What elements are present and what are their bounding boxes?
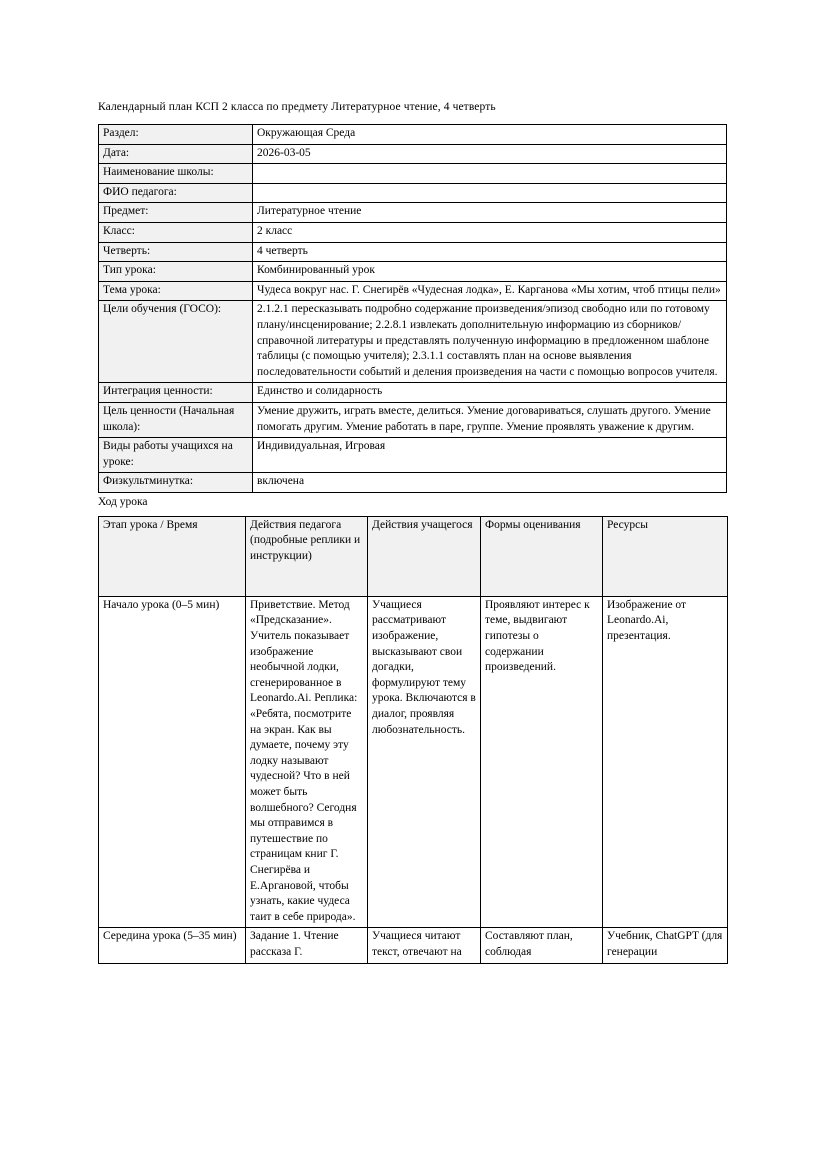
info-row-value: Чудеса вокруг нас. Г. Снегирёв «Чудесная лодка», Е. Карганова «Мы хотим, чтоб птицы пели» — [253, 281, 727, 301]
info-row-value: включена — [253, 473, 727, 493]
lesson-flow-body — [99, 596, 728, 963]
assessment-cell: Проявляют интерес к теме, выдвигают гипотезы о содержании произведений. — [481, 596, 603, 927]
table-row — [99, 596, 728, 927]
column-header: Формы оценивания — [481, 516, 603, 596]
column-header: Действия педагога (подробные реплики и инструкции) — [246, 516, 368, 596]
lesson-flow-caption: Ход урока — [98, 495, 148, 508]
info-row-label: Дата: — [99, 144, 253, 164]
info-row-label: Тип урока: — [99, 262, 253, 282]
lesson-info-body — [99, 125, 727, 493]
table-row — [99, 281, 727, 301]
info-row-label: Предмет: — [99, 203, 253, 223]
column-header: Этап урока / Время — [99, 516, 246, 596]
table-row — [99, 928, 728, 963]
info-row-value: Индивидуальная, Игровая — [253, 438, 727, 473]
table-row — [99, 438, 727, 473]
info-row-label: Цель ценности (Начальная школа): — [99, 402, 253, 437]
column-header: Ресурсы — [603, 516, 728, 596]
teacher-actions-cell: Задание 1. Чтение рассказа Г. — [246, 928, 368, 963]
teacher-actions-cell: Приветствие. Метод «Предсказание». Учитель показывает изображение необычной лодки, сгенерированное в Leonardo.Ai. Реплика: «Ребята, посмотрите на экран. Как вы думаете, почему эту лодку называют чудесной? Что в ней может быть волшебного? Сегодня мы отправимся в путешествие по страницам книг Г. Снегирёва и Е.Аргановой, чтобы узнать, какие чудеса таит в себе природа». — [246, 596, 368, 927]
table-row — [99, 183, 727, 203]
table-row — [99, 402, 727, 437]
resources-cell: Учебник, ChatGPT (для генерации — [603, 928, 728, 963]
table-row — [99, 164, 727, 184]
resources-cell: Изображение от Leonardo.Ai, презентация. — [603, 596, 728, 927]
info-row-value: Литературное чтение — [253, 203, 727, 223]
lesson-flow-header — [99, 516, 728, 596]
info-row-value — [253, 164, 727, 184]
stage-cell: Начало урока (0–5 мин) — [99, 596, 246, 927]
column-header: Действия учащегося — [368, 516, 481, 596]
info-row-value — [253, 183, 727, 203]
info-row-label: Тема урока: — [99, 281, 253, 301]
info-row-value: Умение дружить, играть вместе, делиться. Умение договариваться, слушать другого. Умение помогать другим. Умение работать в паре, группе. Умение проявлять уважение к другим. — [253, 402, 727, 437]
table-row — [99, 242, 727, 262]
table-row — [99, 301, 727, 383]
table-row — [99, 203, 727, 223]
info-row-value: 2.1.2.1 пересказывать подробно содержание произведения/эпизод свободно или по готовому плану/инсценирование; 2.2.8.1 извлекать дополнительную информацию из сборников/справочной литературы и представлять полученную информацию в предложенном шаблоне таблицы (с помощью учителя); 2.3.1.1 составлять план на основе выявления последовательности событий и деления произведения на части с помощью вопросов учителя. — [253, 301, 727, 383]
table-row — [99, 144, 727, 164]
info-row-label: Четверть: — [99, 242, 253, 262]
info-row-value: 2026-03-05 — [253, 144, 727, 164]
info-row-label: Класс: — [99, 222, 253, 242]
table-row — [99, 222, 727, 242]
info-row-value: 4 четверть — [253, 242, 727, 262]
table-header-row — [99, 516, 728, 596]
info-row-label: Наименование школы: — [99, 164, 253, 184]
student-actions-cell: Учащиеся рассматривают изображение, высказывают свои догадки, формулируют тему урока. Включаются в диалог, проявляя любознательность. — [368, 596, 481, 927]
stage-cell: Середина урока (5–35 мин) — [99, 928, 246, 963]
assessment-cell: Составляют план, соблюдая — [481, 928, 603, 963]
page-title: Календарный план КСП 2 класса по предмету Литературное чтение, 4 четверть — [98, 101, 496, 113]
info-row-label: Цели обучения (ГОСО): — [99, 301, 253, 383]
info-row-label: Виды работы учащихся на уроке: — [99, 438, 253, 473]
info-row-value: 2 класс — [253, 222, 727, 242]
lesson-info-table — [98, 124, 727, 493]
info-row-label: ФИО педагога: — [99, 183, 253, 203]
info-row-value: Единство и солидарность — [253, 383, 727, 403]
info-row-label: Физкультминутка: — [99, 473, 253, 493]
info-row-value: Окружающая Среда — [253, 125, 727, 145]
lesson-flow-table — [98, 516, 728, 964]
student-actions-cell: Учащиеся читают текст, отвечают на — [368, 928, 481, 963]
info-row-label: Интеграция ценности: — [99, 383, 253, 403]
info-row-value: Комбинированный урок — [253, 262, 727, 282]
table-row — [99, 125, 727, 145]
table-row — [99, 473, 727, 493]
table-row — [99, 383, 727, 403]
info-row-label: Раздел: — [99, 125, 253, 145]
table-row — [99, 262, 727, 282]
